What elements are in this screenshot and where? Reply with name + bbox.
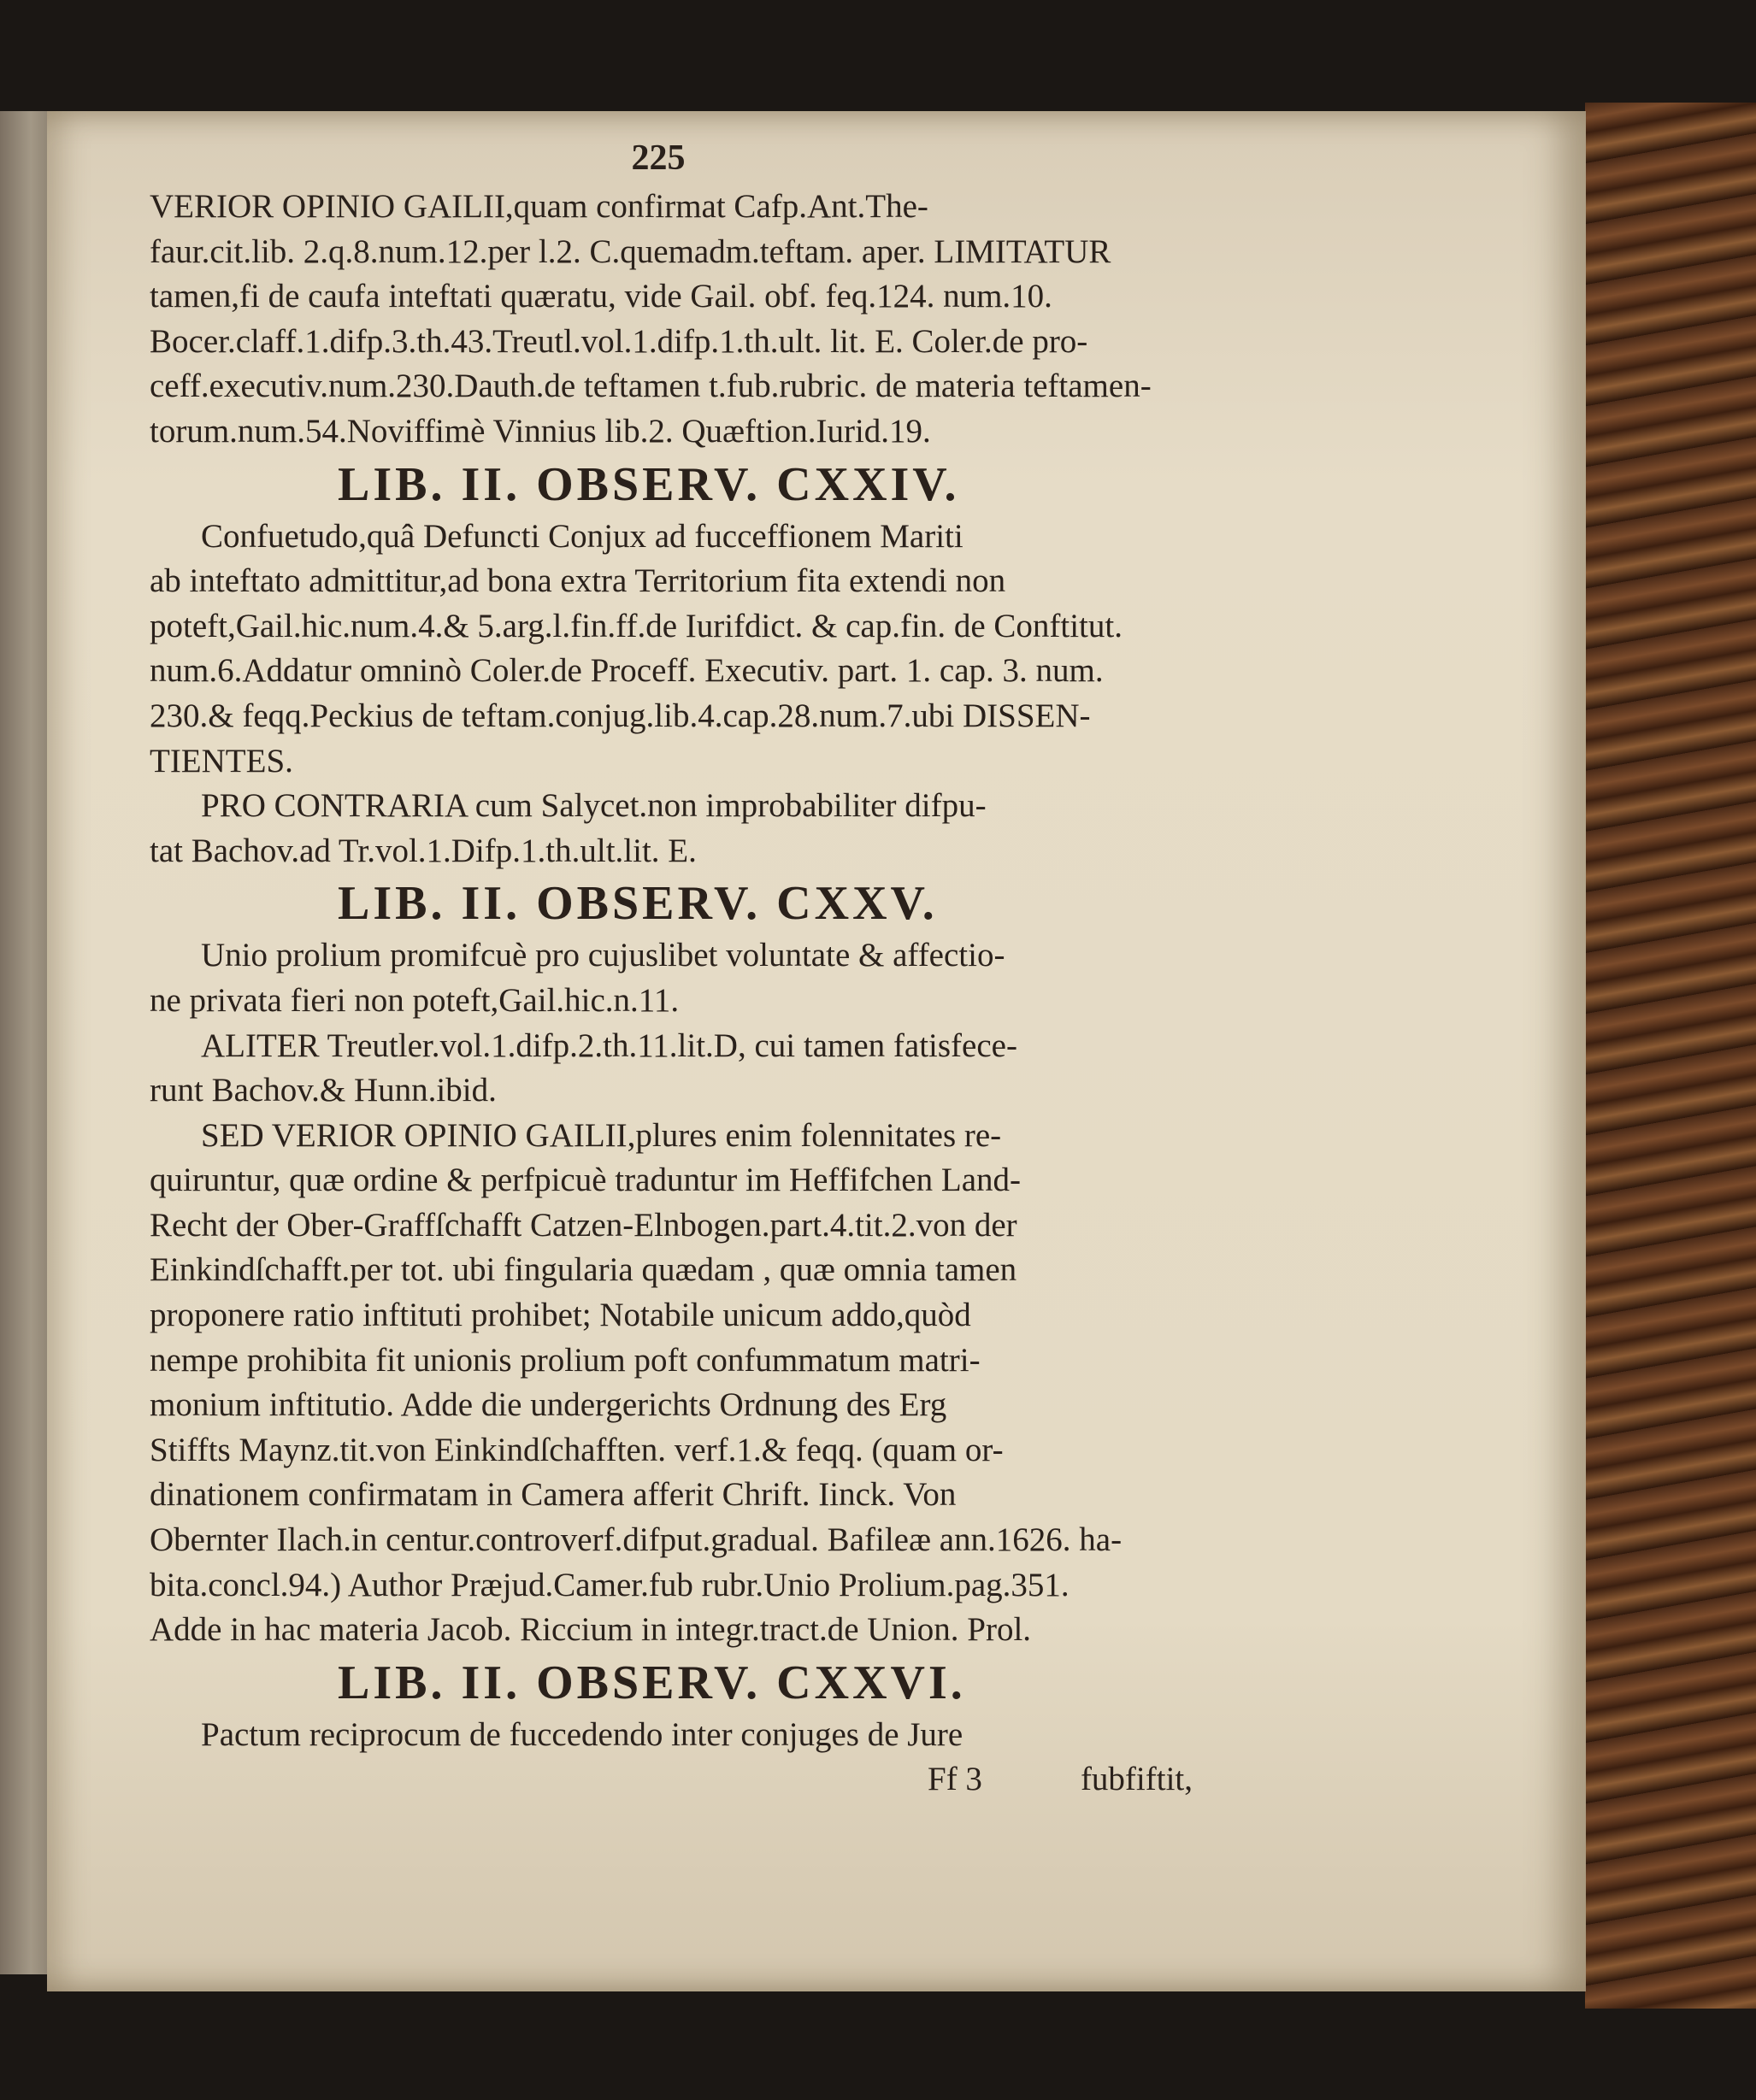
text-line: Recht der Ober-Graffſchafft Catzen-Elnbogen.part.4.tit.2.von der xyxy=(150,1206,1017,1244)
text-line: Stiffts Maynz.tit.von Einkindſchafften. verf.1.& feqq. (quam or- xyxy=(150,1431,1004,1468)
text-line: ALITER Treutler.vol.1.difp.2.th.11.lit.D, cui tamen fatisfece- xyxy=(201,1026,1017,1064)
observation-heading-126: LIB. II. OBSERV. CXXVI. xyxy=(338,1656,966,1709)
text-line: Unio prolium promifcuè pro cujuslibet voluntate & affectio- xyxy=(201,937,1005,974)
text-line: tamen,fi de caufa inteftati quæratu, vide Gail. obf. feq.124. num.10. xyxy=(150,278,1052,315)
text-line: 230.& feqq.Peckius de teftam.conjug.lib.4.cap.28.num.7.ubi DISSEN- xyxy=(150,697,1091,734)
text-line: ab inteftato admittitur,ad bona extra Territorium fita extendi non xyxy=(150,562,1006,600)
book-cover-edge xyxy=(1585,103,1756,2009)
text-line: Adde in hac materia Jacob. Riccium in integr.tract.de Union. Prol. xyxy=(150,1611,1032,1649)
text-line: dinationem confirmatam in Camera afferit Chrift. Iinck. Von xyxy=(150,1476,957,1514)
text-line: Confuetudo,quâ Defuncti Conjux ad fucceffionem Mariti xyxy=(201,517,963,555)
signature-mark: Ff 3 xyxy=(928,1761,982,1798)
text-line: VERIOR OPINIO GAILII,quam confirmat Cafp.Ant.The- xyxy=(150,188,928,225)
text-line: tat Bachov.ad Tr.vol.1.Difp.1.th.ult.lit. E. xyxy=(150,832,697,869)
text-line: num.6.Addatur omninò Coler.de Proceff. Executiv. part. 1. cap. 3. num. xyxy=(150,652,1104,690)
text-line: PRO CONTRARIA cum Salycet.non improbabiliter difpu- xyxy=(201,787,987,825)
text-line: ne privata fieri non poteft,Gail.hic.n.11. xyxy=(150,981,680,1019)
text-line: nempe prohibita fit unionis prolium poft confummatum matri- xyxy=(150,1341,981,1379)
observation-heading-124: LIB. II. OBSERV. CXXIV. xyxy=(338,457,960,511)
page-footer xyxy=(150,1757,1201,1802)
text-line: SED VERIOR OPINIO GAILII,plures enim folennitates re- xyxy=(201,1116,1002,1154)
facing-page-edge xyxy=(0,111,51,1974)
text-line: monium inftitutio. Adde die undergerichts Ordnung des Erg xyxy=(150,1386,947,1424)
text-line: Bocer.claff.1.difp.3.th.43.Treutl.vol.1.difp.1.th.ult. lit. E. Coler.de pro- xyxy=(150,322,1088,360)
text-line: quiruntur, quæ ordine & perfpicuè traduntur im Heffifchen Land- xyxy=(150,1162,1021,1199)
text-line: Obernter Ilach.in centur.controverf.difput.gradual. Bafileæ ann.1626. ha- xyxy=(150,1521,1123,1559)
text-line: torum.num.54.Noviffimè Vinnius lib.2. Quæftion.Iurid.19. xyxy=(150,412,931,450)
observation-heading-125: LIB. II. OBSERV. CXXV. xyxy=(338,877,938,931)
page-number: 225 xyxy=(631,138,686,178)
text-line: poteft,Gail.hic.num.4.& 5.arg.l.fin.ff.de Iurifdict. & cap.fin. de Conftitut. xyxy=(150,607,1123,644)
text-line: faur.cit.lib. 2.q.8.num.12.per l.2. C.quemadm.teftam. aper. LIMITATUR xyxy=(150,232,1111,270)
catchword: fubfiftit, xyxy=(1080,1761,1193,1798)
book-page xyxy=(47,111,1586,1991)
text-block xyxy=(150,137,1201,1802)
text-line: bita.concl.94.) Author Præjud.Camer.fub rubr.Unio Prolium.pag.351. xyxy=(150,1566,1070,1603)
text-line: proponere ratio inftituti prohibet; Notabile unicum addo,quòd xyxy=(150,1297,971,1334)
text-line: TIENTES. xyxy=(150,742,293,779)
text-line: runt Bachov.& Hunn.ibid. xyxy=(150,1072,497,1109)
text-line: Einkindſchafft.per tot. ubi fingularia quædam , quæ omnia tamen xyxy=(150,1251,1017,1289)
text-line: ceff.executiv.num.230.Dauth.de teftamen t.fub.rubric. de materia teftamen- xyxy=(150,368,1152,405)
text-line: Pactum reciprocum de fuccedendo inter conjuges de Jure xyxy=(201,1715,963,1753)
